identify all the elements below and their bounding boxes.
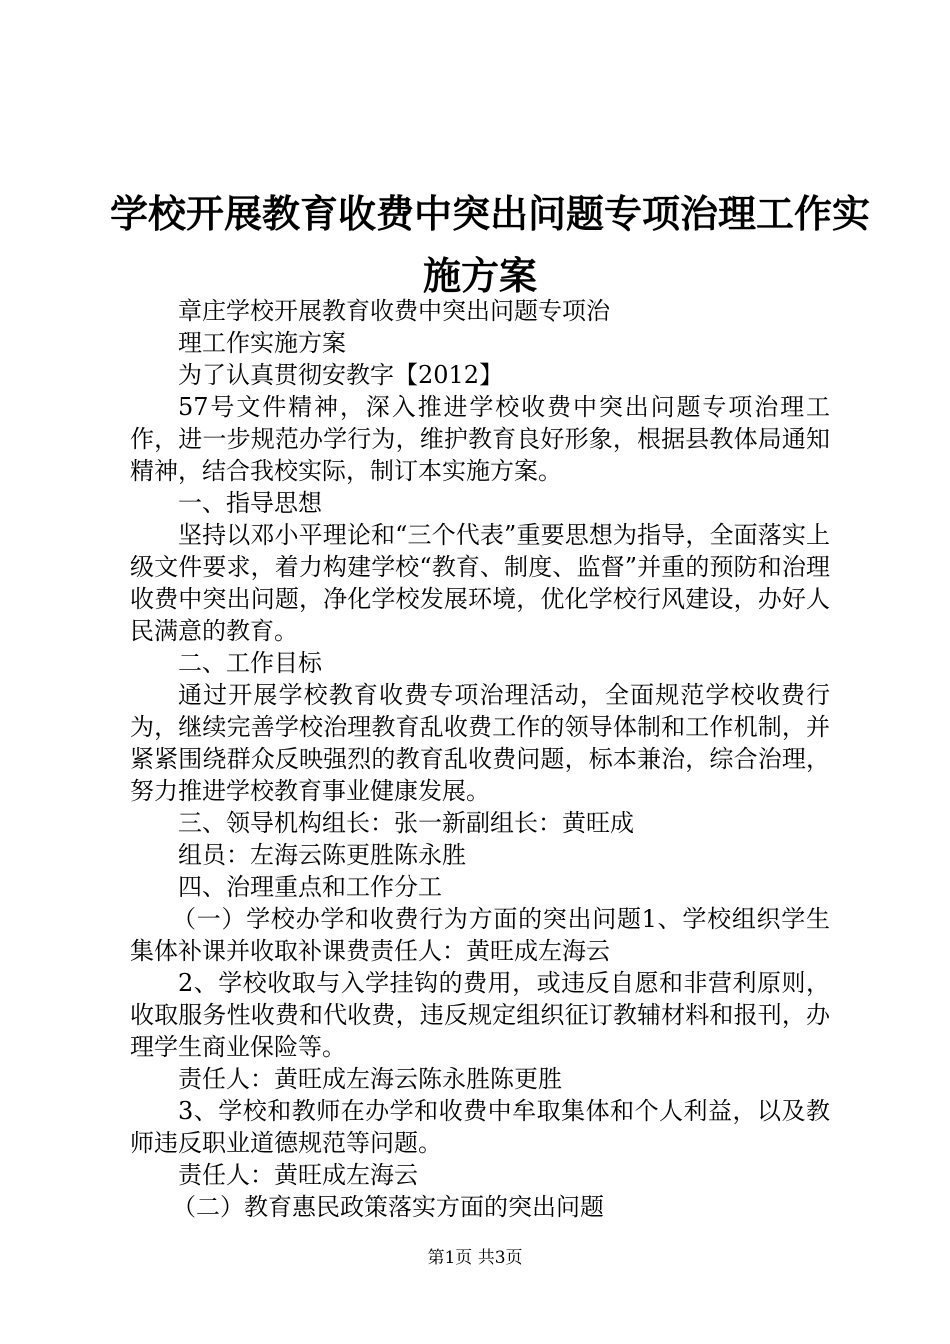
- paragraph: 责任人：黄旺成左海云陈永胜陈更胜: [178, 1065, 562, 1093]
- paragraph: 3、学校和教师在办学和收费中牟取集体和个人利益，以及教师违反职业道德规范等问题。: [130, 1097, 830, 1157]
- page-footer: 第1页 共3页: [427, 1248, 523, 1268]
- document-title-line-1: 学校开展教育收费中突出问题专项治理工作实: [110, 191, 871, 236]
- paragraph: 通过开展学校教育收费专项治理活动，全面规范学校收费行为，继续完善学校治理教育乱收费工作的领导体制和工作机制，并紧紧围绕群众反映强烈的教育乱收费问题，标本兼治，综合治理，努力推进学校教育事业健康发展。: [130, 681, 830, 805]
- section-heading: 一、指导思想: [178, 489, 322, 517]
- paragraph: 三、领导机构组长：张一新副组长：黄旺成: [178, 809, 634, 837]
- section-heading: 四、治理重点和工作分工: [178, 873, 442, 901]
- section-heading: 二、工作目标: [178, 649, 322, 677]
- paragraph: 理工作实施方案: [178, 329, 346, 357]
- paragraph: 章庄学校开展教育收费中突出问题专项治: [178, 297, 610, 325]
- paragraph: 2、学校收取与入学挂钩的费用，或违反自愿和非营利原则，收取服务性收费和代收费，违反规定组织征订教辅材料和报刊，办理学生商业保险等。: [130, 969, 830, 1061]
- paragraph: 坚持以邓小平理论和“三个代表”重要思想为指导，全面落实上级文件要求，着力构建学校“教育、制度、监督”并重的预防和治理收费中突出问题，净化学校发展环境，优化学校行风建设，办好人民满意的教育。: [130, 521, 830, 645]
- paragraph: 组员：左海云陈更胜陈永胜: [178, 841, 466, 869]
- paragraph: （一）学校办学和收费行为方面的突出问题1、学校组织学生集体补课并收取补课费责任人：黄旺成左海云: [130, 905, 830, 965]
- paragraph: （二）教育惠民政策落实方面的突出问题: [172, 1193, 604, 1221]
- paragraph: 责任人：黄旺成左海云: [178, 1161, 418, 1189]
- paragraph: 为了认真贯彻安教字【2012】: [178, 361, 504, 389]
- paragraph: 57号文件精神，深入推进学校收费中突出问题专项治理工作，进一步规范办学行为，维护教育良好形象，根据县教体局通知精神，结合我校实际，制订本实施方案。: [130, 393, 830, 485]
- document-title-line-2: 施方案: [422, 253, 537, 298]
- document-body: [130, 295, 830, 1223]
